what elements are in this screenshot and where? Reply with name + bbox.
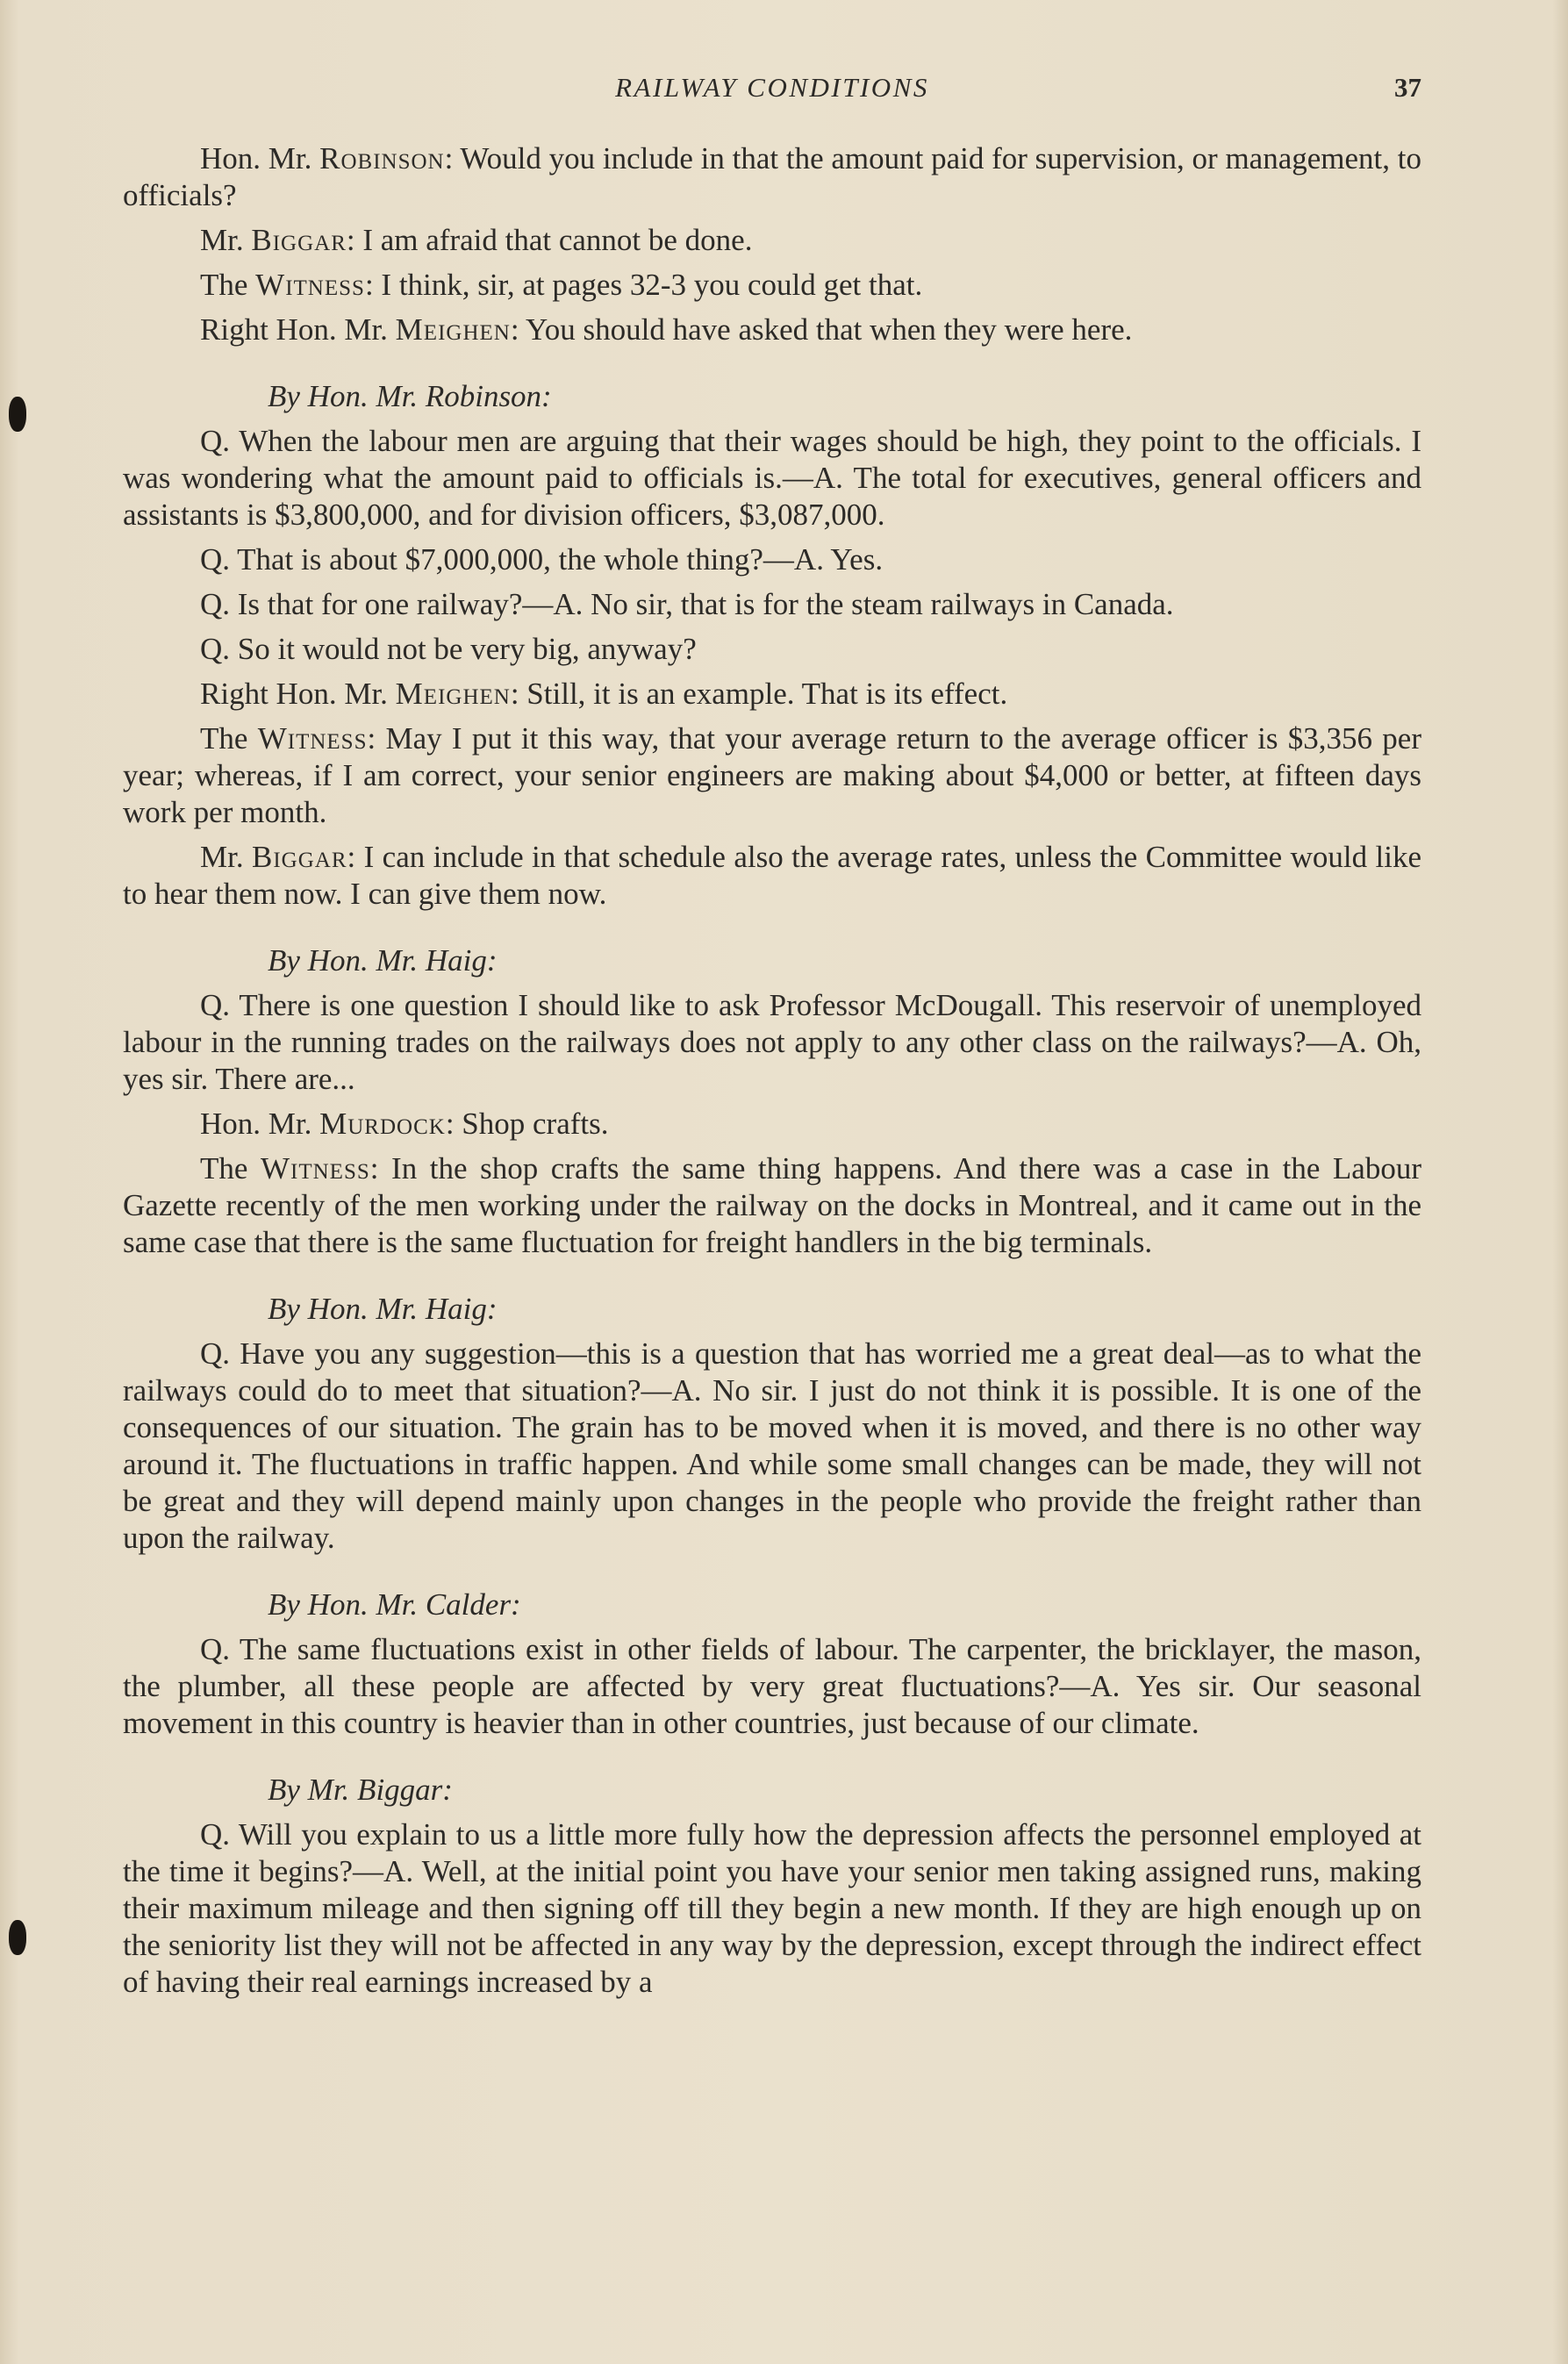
testimony-paragraph: Q. Is that for one railway?—A. No sir, that is for the steam railways in Canada. [200,587,1174,621]
speaker-name: Meighen [395,312,511,347]
speaker-title: The [200,721,258,756]
speaker-name: Robinson [319,141,445,176]
speech-paragraph [123,140,1421,214]
speaker-title: The [200,1151,261,1186]
testimony-paragraph: Q. That is about $7,000,000, the whole thing?—A. Yes. [200,542,884,577]
testimony-paragraph: Q. There is one question I should like to ask Professor McDougall. This reservoir of unemployed labour in the running trades on the railways does not apply to any other class on the railways?—A. Oh, yes sir. There are... [123,988,1421,1096]
speaker-title: Right Hon. Mr. [200,677,396,711]
binding-hole [9,1920,26,1955]
speech-paragraph [123,312,1421,348]
speech-text: : May I put it this way, that your average return to the average officer is $3,356 per year; whereas, if I am correct, your senior engineers are making about $4,000 or better, at fifteen days work per month. [123,721,1421,829]
speaker-title: Hon. Mr. [200,141,320,176]
speech-text: : I think, sir, at pages 32-3 you could get that. [364,268,923,302]
speech-text: : Shop crafts. [445,1107,609,1141]
examiner-heading: By Hon. Mr. Haig: [268,943,498,978]
speech-text: : I can include in that schedule also the average rates, unless the Committee would like to hear them now. I can give them now. [123,840,1421,911]
speaker-name: Witness [261,1151,370,1186]
testimony-paragraph: Q. When the labour men are arguing that their wages should be high, they point to the officials. I was wondering what the amount paid to officials is.—A. The total for executives, general officers and assistants is $3,800,000, and for division officers, $3,087,000. [123,424,1421,532]
speaker-name: Witness [257,721,368,756]
speaker-title: Mr. [200,840,252,874]
speaker-title: Right Hon. Mr. [200,312,396,347]
speech-paragraph [123,1150,1421,1261]
testimony-paragraph: Q. Will you explain to us a little more fully how the depression affects the personnel employed at the time it begins?—A. Well, at the initial point you have your senior men taking assigned runs, making their maximum mileage and then signing off till they begin a new month. If they are high enough up on the seniority list they will not be affected in any way by the depression, except through the indirect effect of having their real earnings increased by a [123,1817,1421,1999]
speech-text: : You should have asked that when they were here. [510,312,1133,347]
examiner-heading: By Hon. Mr. Calder: [268,1587,521,1622]
examiner-heading: By Hon. Mr. Haig: [268,1292,498,1326]
speaker-name: Meighen [395,677,511,711]
speaker-title: The [200,268,256,302]
speaker-name: Biggar [251,840,347,874]
speaker-name: Biggar [251,223,347,257]
speech-paragraph [123,267,1421,304]
speech-text: : Would you include in that the amount paid for supervision, or management, to officials? [123,141,1421,212]
binding-hole [9,397,26,432]
speech-paragraph [123,839,1421,913]
testimony-paragraph: Q. The same fluctuations exist in other fields of labour. The carpenter, the bricklayer, the mason, the plumber, all these people are affected by very great fluctuations?—A. Yes sir. Our seasonal movement in this country is heavier than in other countries, just because of our climate. [123,1632,1421,1740]
testimony-paragraph: Q. So it would not be very big, anyway? [200,632,697,666]
speaker-name: Murdock [319,1107,446,1141]
speech-paragraph [123,222,1421,259]
examiner-heading: By Mr. Biggar: [268,1773,453,1807]
running-head [123,72,1421,107]
speaker-title: Hon. Mr. [200,1107,320,1141]
examiner-heading: By Hon. Mr. Robinson: [268,379,552,413]
page-number: 37 [1394,72,1421,103]
page-body [123,140,1421,2009]
speaker-name: Witness [255,268,365,302]
speech-text: : Still, it is an example. That is its effect. [510,677,1008,711]
running-title: RAILWAY CONDITIONS [615,72,929,103]
speech-paragraph [123,1106,1421,1143]
speech-text: : I am afraid that cannot be done. [346,223,753,257]
speaker-title: Mr. [200,223,252,257]
speech-paragraph [123,720,1421,831]
speech-paragraph [123,676,1421,713]
testimony-paragraph: Q. Have you any suggestion—this is a question that has worried me a great deal—as to what the railways could do to meet that situation?—A. No sir. I just do not think it is possible. It is one of the consequences of our situation. The grain has to be moved when it is moved, and there is no other way around it. The fluctuations in traffic happen. And while some small changes can be made, they will not be great and they will depend mainly upon changes in the people who provide the freight rather than upon the railway. [123,1336,1421,1555]
speech-text: : In the shop crafts the same thing happens. And there was a case in the Labour Gazette recently of the men working under the railway on the docks in Montreal, and it came out in the same case that there is the same fluctuation for freight handlers in the big terminals. [123,1151,1421,1259]
